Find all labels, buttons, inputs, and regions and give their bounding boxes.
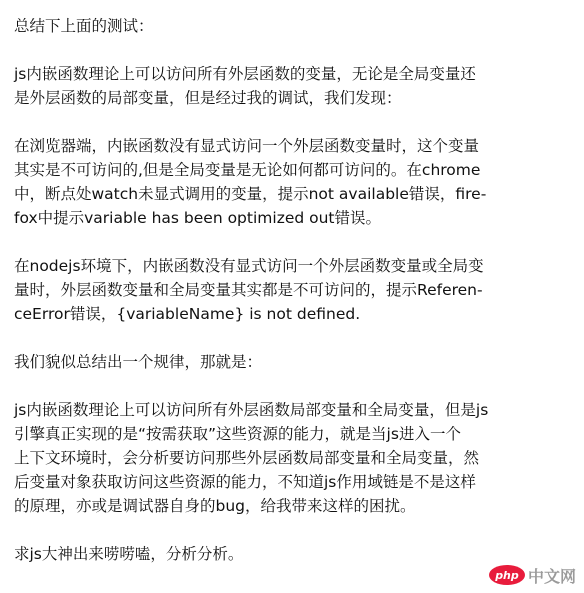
text-line: 引擎真正实现的是“按需获取”这些资源的能力，就是当js进入一个 [14,425,461,443]
php-logo-icon: php [489,565,525,585]
text-line: 我们貌似总结出一个规律，那就是： [14,353,263,371]
text-line: 是外层函数的局部变量，但是经过我的调试，我们发现： [14,89,402,107]
text-line: 中，断点处watch未显式调用的变量，提示not available错误，fire- [14,185,487,203]
nodejs-paragraph [14,254,570,326]
text-line: 的原理，亦或是调试器自身的bug，给我带来这样的困扰。 [14,497,416,515]
text-line: 在nodejs环境下，内嵌函数没有显式访问一个外层函数变量或全局变 [14,257,484,275]
watermark-text: 中文网 [527,566,576,586]
text-line: 求js大神出来唠唠嗑，分析分析。 [14,545,244,563]
text-line: 后变量对象获取访问这些资源的能力，不知道js作用域链是不是这样 [14,473,476,491]
text-line: ceError错误，{variableName} is not defined. [14,305,361,323]
text-line: 其实是不可访问的,但是全局变量是无论如何都可访问的。在chrome [14,161,481,179]
browser-paragraph [14,134,570,230]
text-line: js内嵌函数理论上可以访问所有外层函数局部变量和全局变量，但是js [14,401,489,419]
summary-heading [14,14,570,38]
intro-paragraph [14,62,570,110]
closing-paragraph [14,542,570,566]
text-line: 上下文环境时，会分析要访问那些外层函数局部变量和全局变量，然 [14,449,480,467]
php-cn-watermark [489,563,576,587]
text-line: fox中提示variable has been optimized out错误。 [14,209,382,227]
text-line: js内嵌函数理论上可以访问所有外层函数的变量，无论是全局变量还 [14,65,476,83]
rule-intro-paragraph [14,350,570,374]
rule-paragraph [14,398,570,518]
article-body [14,14,570,590]
text-line: 在浏览器端，内嵌函数没有显式访问一个外层函数变量时，这个变量 [14,137,480,155]
text-line: 总结下上面的测试： [14,17,154,35]
text-line: 量时，外层函数变量和全局变量其实都是不可访问的，提示Referen- [14,281,483,299]
